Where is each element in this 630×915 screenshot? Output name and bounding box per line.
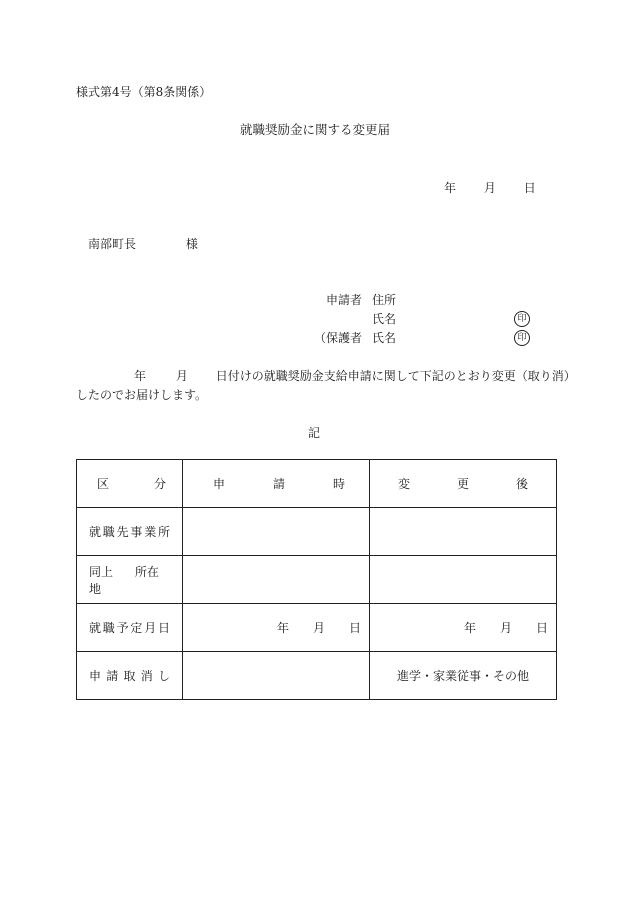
addressee-honorific: 様	[185, 237, 198, 251]
guardian-name-label: 氏名	[372, 331, 397, 345]
applicant-seal-mark: 印	[514, 311, 530, 327]
applicant-label: 申請者	[326, 293, 363, 307]
header-after-change: 変 更 後	[370, 460, 557, 508]
body-month: 月	[175, 369, 188, 383]
date-line	[444, 182, 536, 194]
row-label-employer: 就 職 先 事 業 所	[77, 508, 183, 556]
change-table	[76, 459, 557, 700]
addressee	[88, 238, 198, 250]
date-year: 年	[444, 181, 457, 195]
start-date-at-application-cell[interactable]: 年 月 日	[183, 604, 370, 652]
header-at-application: 申 請 時	[183, 460, 370, 508]
applicant-name-label: 氏名	[372, 312, 397, 326]
body-year: 年	[134, 369, 147, 383]
form-number: 様式第4号（第8条関係）	[76, 85, 212, 99]
location-after-change-cell[interactable]	[370, 556, 557, 604]
body-text-line1	[76, 370, 576, 382]
document-title: 就職奨励金に関する変更届	[240, 122, 391, 137]
location-at-application-cell[interactable]	[183, 556, 370, 604]
employer-at-application-cell[interactable]	[183, 508, 370, 556]
table-row-employer	[77, 508, 557, 556]
addressee-name: 南部町長	[88, 237, 137, 251]
guardian-label: （保護者	[314, 331, 363, 345]
start-date-after-change-cell[interactable]: 年 月 日	[370, 604, 557, 652]
cancel-options: 進学・家業従事・その他	[396, 669, 529, 683]
date-month: 月	[483, 181, 496, 195]
row-label-location: 同上 所在地	[77, 556, 183, 604]
employer-after-change-cell[interactable]	[370, 508, 557, 556]
guardian-seal-mark: 印	[514, 330, 530, 346]
table-row-cancel	[77, 652, 557, 700]
table-row-start-date	[77, 604, 557, 652]
body-line1-rest: 日付けの就職奨励金支給申請に関して下記のとおり変更（取り消）	[215, 369, 576, 383]
date-day: 日	[523, 181, 536, 195]
table-header-row	[77, 460, 557, 508]
row-label-cancel: 申 請 取 消 し	[77, 652, 183, 700]
body-text-line2: したのでお届けします。	[76, 388, 208, 402]
cancel-at-application-cell[interactable]	[183, 652, 370, 700]
ki-label: 記	[308, 426, 321, 440]
header-category: 区 分	[77, 460, 183, 508]
row-label-start-date: 就 職 予 定 月 日	[77, 604, 183, 652]
applicant-address-label: 住所	[372, 293, 397, 307]
cancel-options-cell[interactable]	[370, 652, 557, 700]
table-row-location	[77, 556, 557, 604]
